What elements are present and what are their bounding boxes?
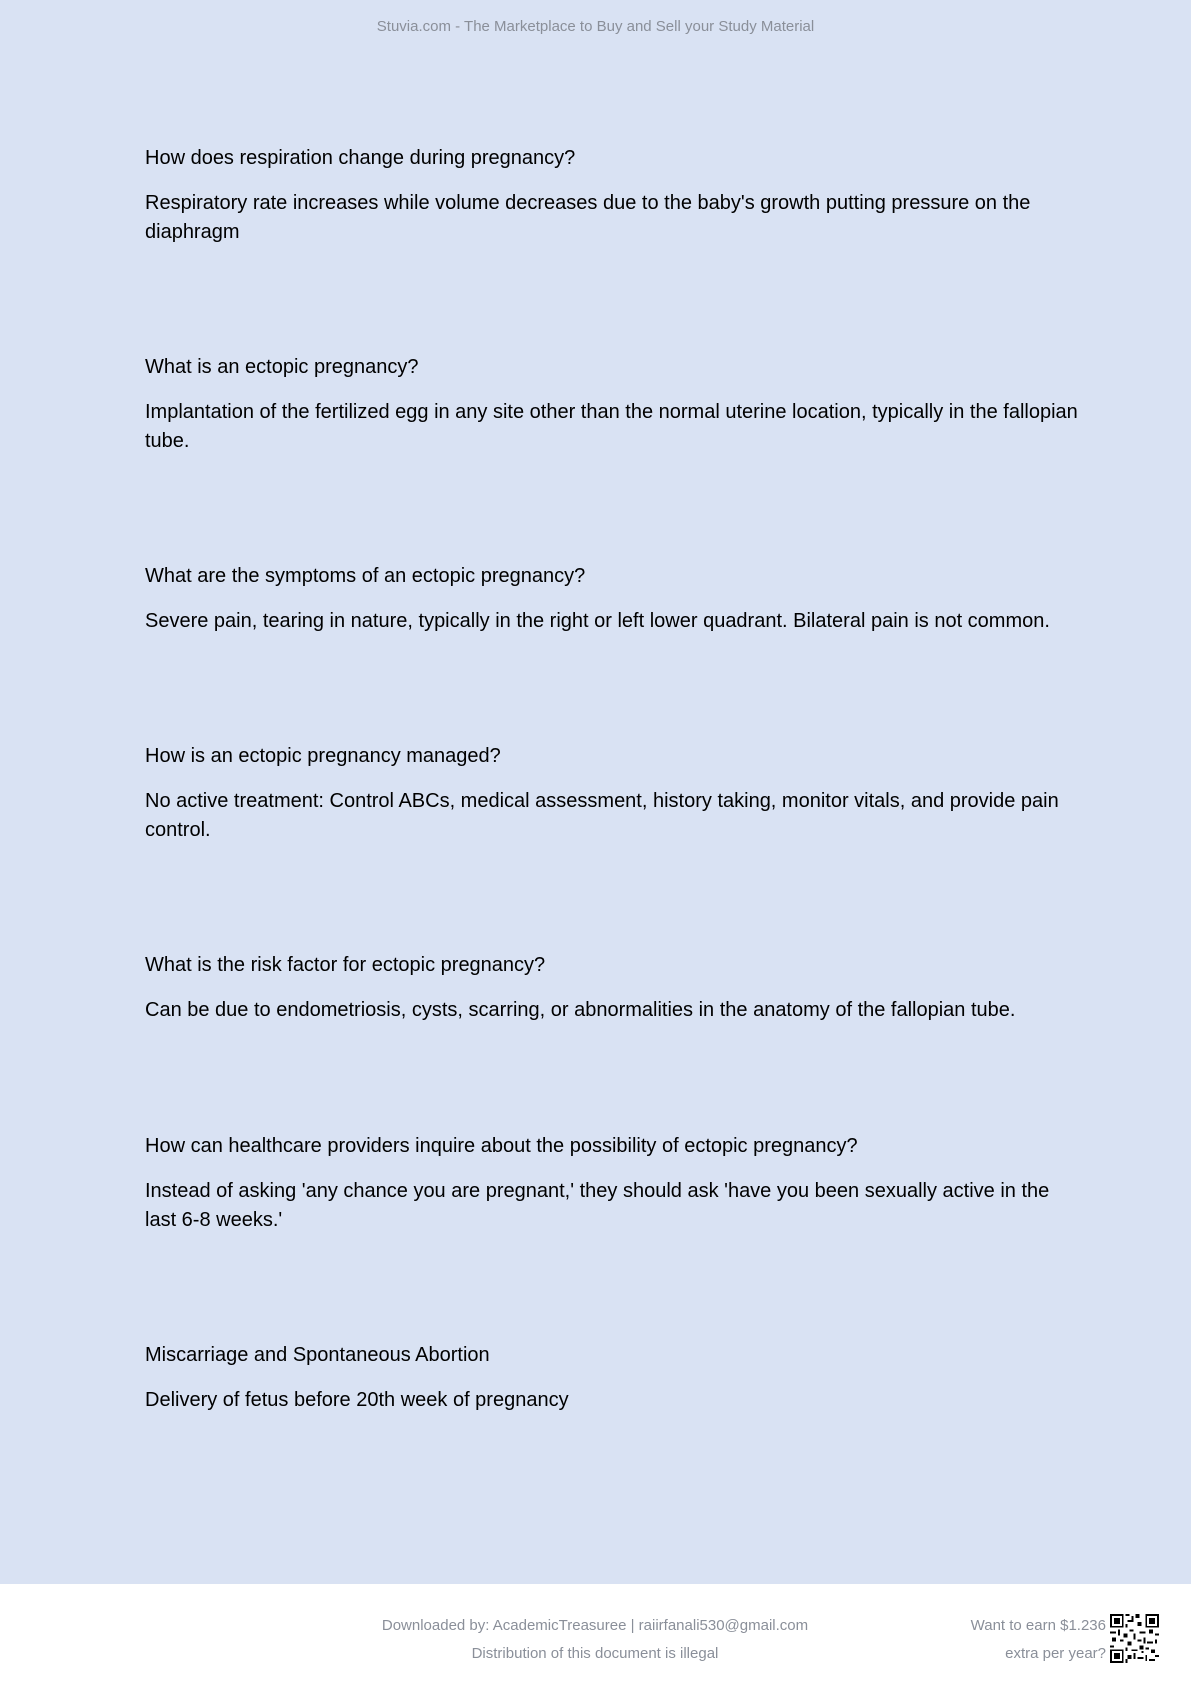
answer-text: No active treatment: Control ABCs, medical assessment, history taking, monitor vitals, and provide pain control. [145, 790, 1059, 841]
question-text: How can healthcare providers inquire about the possibility of ectopic pregnancy? [145, 1135, 858, 1157]
qa-item [145, 1132, 1085, 1235]
answer-text: Respiratory rate increases while volume decreases due to the baby's growth putting pressure on the diaphragm [145, 192, 1031, 243]
question-text: What is an ectopic pregnancy? [145, 356, 419, 378]
downloaded-by-text: Downloaded by: AcademicTreasuree | raiirfanali530@gmail.com [381, 1617, 809, 1634]
question-text: What is the risk factor for ectopic pregnancy? [145, 954, 546, 976]
answer-text: Implantation of the fertilized egg in any site other than the normal uterine location, typically in the fallopian tube. [145, 401, 1078, 452]
answer-text: Delivery of fetus before 20th week of pregnancy [145, 1389, 569, 1411]
answer-text: Can be due to endometriosis, cysts, scarring, or abnormalities in the anatomy of the fallopian tube. [145, 999, 1016, 1021]
site-header: Stuvia.com - The Marketplace to Buy and Sell your Study Material [376, 18, 815, 35]
qa-item [145, 1341, 1085, 1415]
qr-code-icon[interactable] [1110, 1614, 1159, 1663]
question-text: How does respiration change during pregnancy? [145, 147, 576, 169]
promo-link-subtext[interactable]: extra per year? [1005, 1645, 1106, 1662]
page-footer [0, 1584, 1191, 1684]
qa-item [145, 951, 1085, 1025]
question-text: How is an ectopic pregnancy managed? [145, 745, 501, 767]
qa-item [145, 353, 1085, 456]
answer-text: Instead of asking 'any chance you are pregnant,' they should ask 'have you been sexually active in the last 6-8 weeks.' [145, 1180, 1050, 1231]
qa-item [145, 562, 1085, 636]
promo-link[interactable]: Want to earn $1.236 [970, 1617, 1106, 1634]
question-text: Miscarriage and Spontaneous Abortion [145, 1344, 490, 1366]
answer-text: Severe pain, tearing in nature, typically in the right or left lower quadrant. Bilateral pain is not common. [145, 610, 1050, 632]
qa-item [145, 742, 1085, 845]
qa-item [145, 144, 1085, 247]
question-text: What are the symptoms of an ectopic pregnancy? [145, 565, 586, 587]
distribution-notice: Distribution of this document is illegal [471, 1645, 719, 1662]
